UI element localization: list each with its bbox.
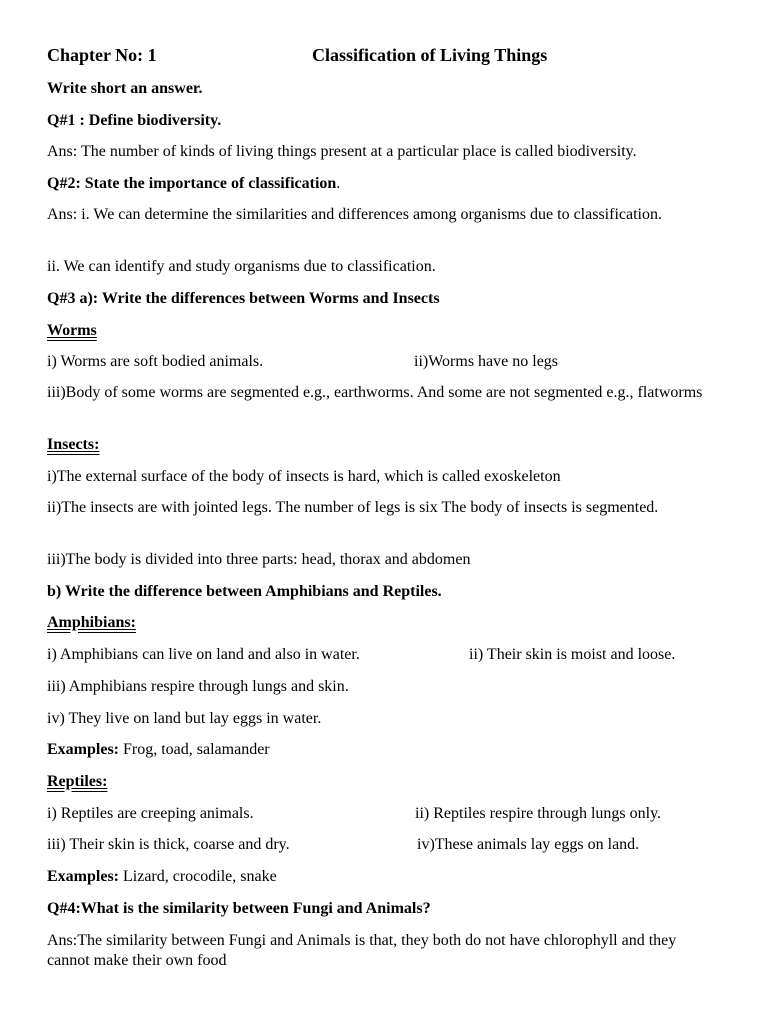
insects-heading: Insects: [47,436,100,453]
reptiles-point-iv: iv)These animals lay eggs on land. [417,836,640,853]
amphibians-examples [47,740,270,760]
q1-question: Q#1 : Define biodiversity. [47,112,222,129]
reptiles-heading: Reptiles: [47,773,108,790]
worms-heading: Worms [47,322,97,339]
q2-answer-i: Ans: i. We can determine the similarities and differences among organisms due to classification. [47,206,662,223]
reptiles-examples-label: Examples: [47,868,119,885]
reptiles-point-iii: iii) Their skin is thick, coarse and dry. [47,836,290,853]
amphibians-point-i: i) Amphibians can live on land and also in water. [47,646,360,663]
instruction: Write short an answer. [47,80,203,97]
reptiles-point-ii: ii) Reptiles respire through lungs only. [415,805,662,822]
q2-question-period: . [336,175,341,192]
amphibians-examples-list: Frog, toad, salamander [119,741,270,758]
reptiles-examples-list: Lizard, crocodile, snake [119,868,277,885]
amphibians-examples-label: Examples: [47,741,119,758]
q3a-question: Q#3 a): Write the differences between Worms and Insects [47,290,440,307]
insects-point-ii: ii)The insects are with jointed legs. The number of legs is six The body of insects is segmented. [47,499,659,516]
q2-question: Q#2: State the importance of classification [47,175,337,192]
insects-point-i: i)The external surface of the body of insects is hard, which is called exoskeleton [47,468,561,485]
amphibians-point-iii: iii) Amphibians respire through lungs and skin. [47,678,349,695]
worms-point-ii: ii)Worms have no legs [414,353,559,370]
q1-answer: Ans: The number of kinds of living things present at a particular place is called biodiversity. [47,143,637,160]
amphibians-point-ii: ii) Their skin is moist and loose. [469,646,676,663]
amphibians-heading: Amphibians: [47,614,136,631]
worms-point-iii: iii)Body of some worms are segmented e.g., earthworms. And some are not segmented e.g., flatworms [47,384,703,401]
q3b-question: b) Write the difference between Amphibians and Reptiles. [47,583,442,600]
chapter-number: Chapter No: 1 [47,45,157,65]
q2-answer-ii: ii. We can identify and study organisms due to classification. [47,258,436,275]
amphibians-point-iv: iv) They live on land but lay eggs in water. [47,710,322,727]
q4-answer: Ans:The similarity between Fungi and Animals is that, they both do not have chlorophyll and they cannot make their own food [47,932,677,969]
reptiles-examples [47,867,277,887]
worms-point-i: i) Worms are soft bodied animals. [47,353,264,370]
reptiles-point-i: i) Reptiles are creeping animals. [47,805,254,822]
insects-point-iii: iii)The body is divided into three parts: head, thorax and abdomen [47,551,471,568]
chapter-title: Classification of Living Things [312,45,548,65]
q4-question: Q#4:What is the similarity between Fungi and Animals? [47,900,431,917]
q2-question-line [47,174,340,194]
